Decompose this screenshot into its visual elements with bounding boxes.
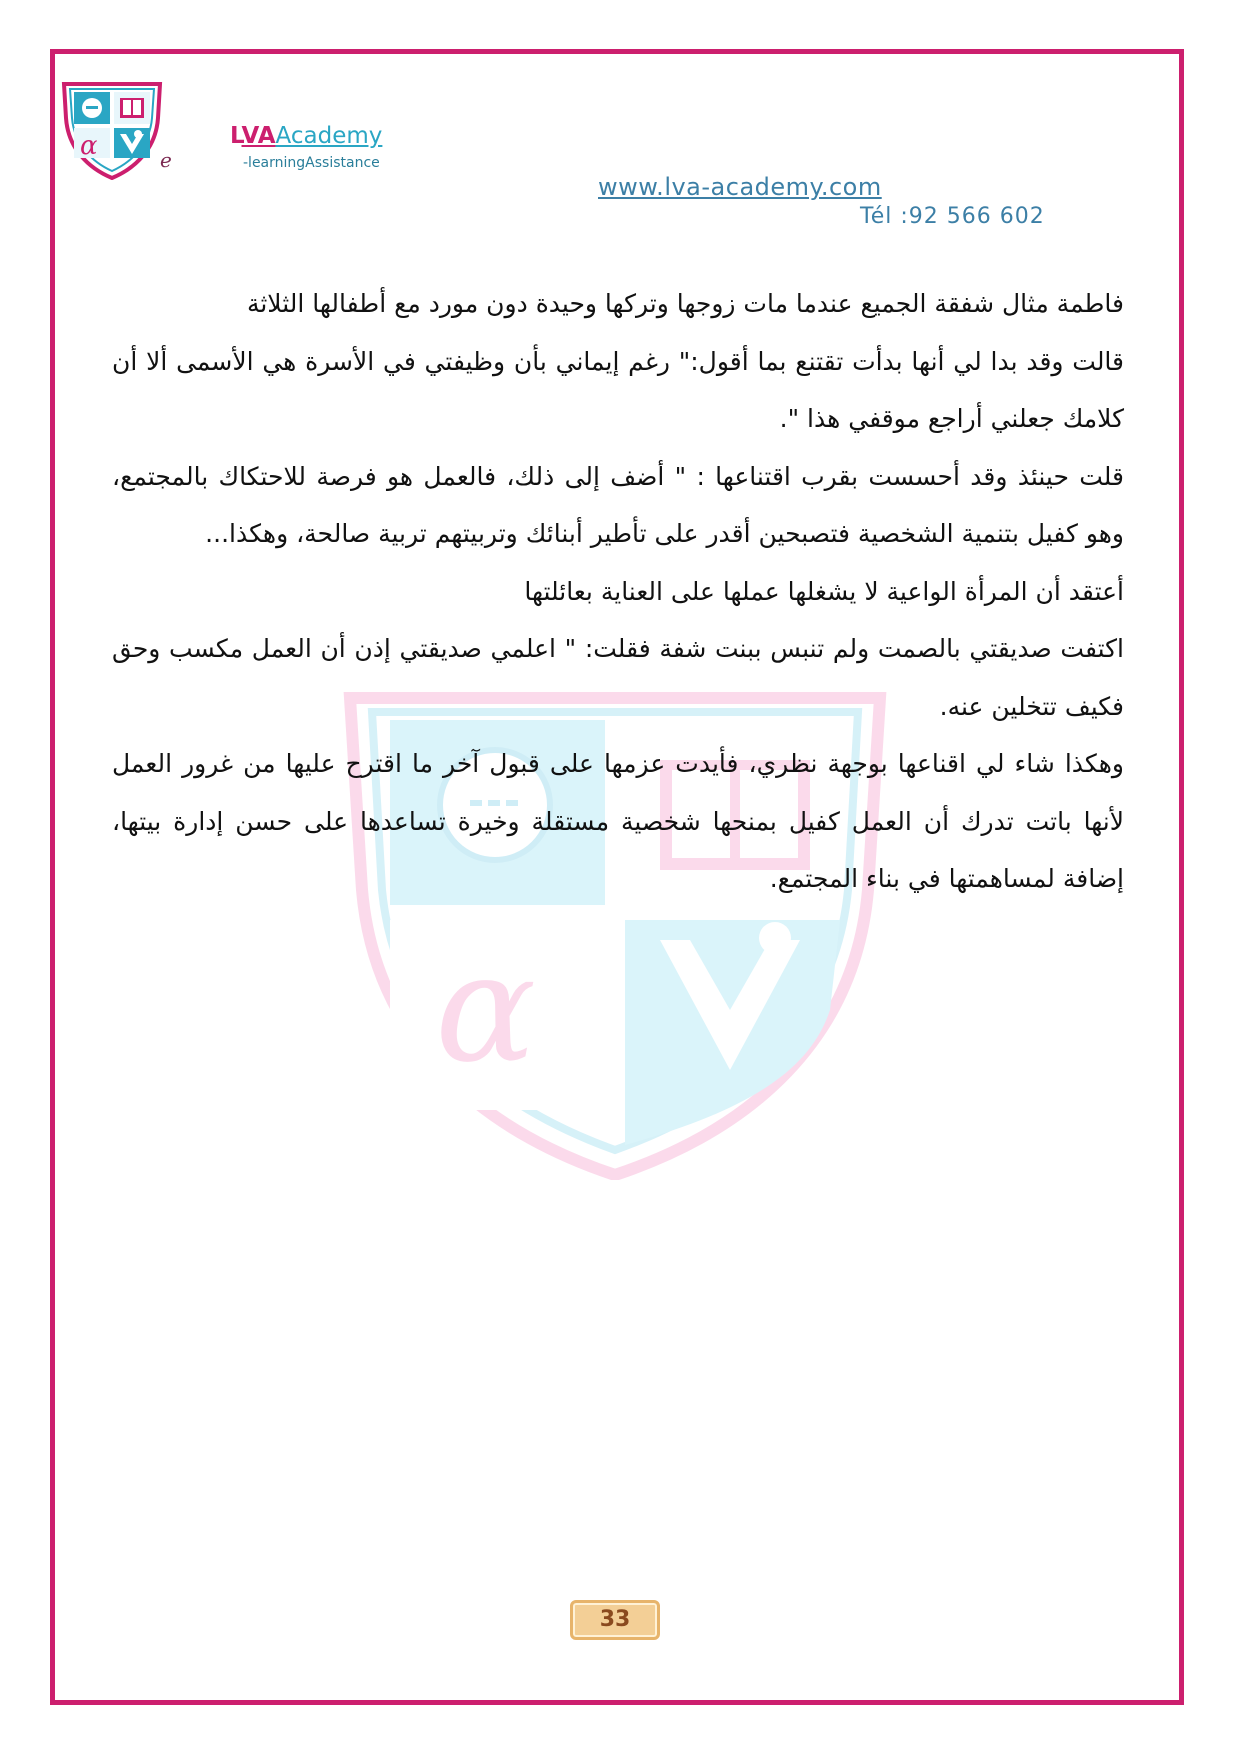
shield-logo-icon xyxy=(58,78,166,180)
paragraph-2: قالت وقد بدا لي أنها بدأت تقتنع بما أقول:" رغم إيماني بأن وظيفتي في الأسرة هي الأسمى ألا أن كلامك جعلني أراجع موقفي هذا ". xyxy=(112,346,1124,433)
svg-text:α: α xyxy=(80,131,98,161)
brand-name[interactable] xyxy=(230,122,382,150)
brand-academy: Academy xyxy=(275,123,383,149)
svg-text:α: α xyxy=(435,922,537,1096)
paragraph-4: أعتقد أن المرأة الواعية لا يشغلها عملها على العناية بعائلتها xyxy=(524,576,1124,606)
brand-tagline: -learningAssistance xyxy=(243,155,380,171)
brand-l: L xyxy=(230,123,242,149)
website-link[interactable]: www.lva-academy.com xyxy=(598,173,882,201)
paragraph-5: اكتفت صديقتي بالصمت ولم تنبس ببنت شفة فقلت: " اعلمي صديقتي إذن أن العمل مكسب وحق فكيف تتخلين عنه. xyxy=(112,634,1124,721)
paragraph-6: وهكذا شاء لي اقناعها بوجهة نظري، فأيدت عزمها على قبول آخر ما اقترح عليها من غرور العمل لأنها باتت تدرك أن العمل كفيل بمنحها شخصية مستقلة وخيرة تساعدها على حسن إدارة بيتها، إضافة لمساهمتها في بناء المجتمع. xyxy=(112,749,1124,893)
phone-number: Tél :92 566 602 xyxy=(860,204,1045,229)
paragraph-3: قلت حينئذ وقد أحسست بقرب اقتناعها : " أضف إلى ذلك، فالعمل هو فرصة للاحتكاك بالمجتمع، وهو كفيل بتنمية الشخصية فتصبحين أقدر على تأطير أبنائك وتربيتهم تربية صالحة، وهكذا... xyxy=(112,461,1124,548)
logo-letter: e xyxy=(160,148,172,172)
article-body xyxy=(112,275,1124,908)
page-number: 33 xyxy=(570,1600,660,1640)
brand-va: VA xyxy=(241,123,276,149)
paragraph-1: فاطمة مثال شفقة الجميع عندما مات زوجها وتركها وحيدة دون مورد مع أطفالها الثلاثة xyxy=(246,289,1124,318)
